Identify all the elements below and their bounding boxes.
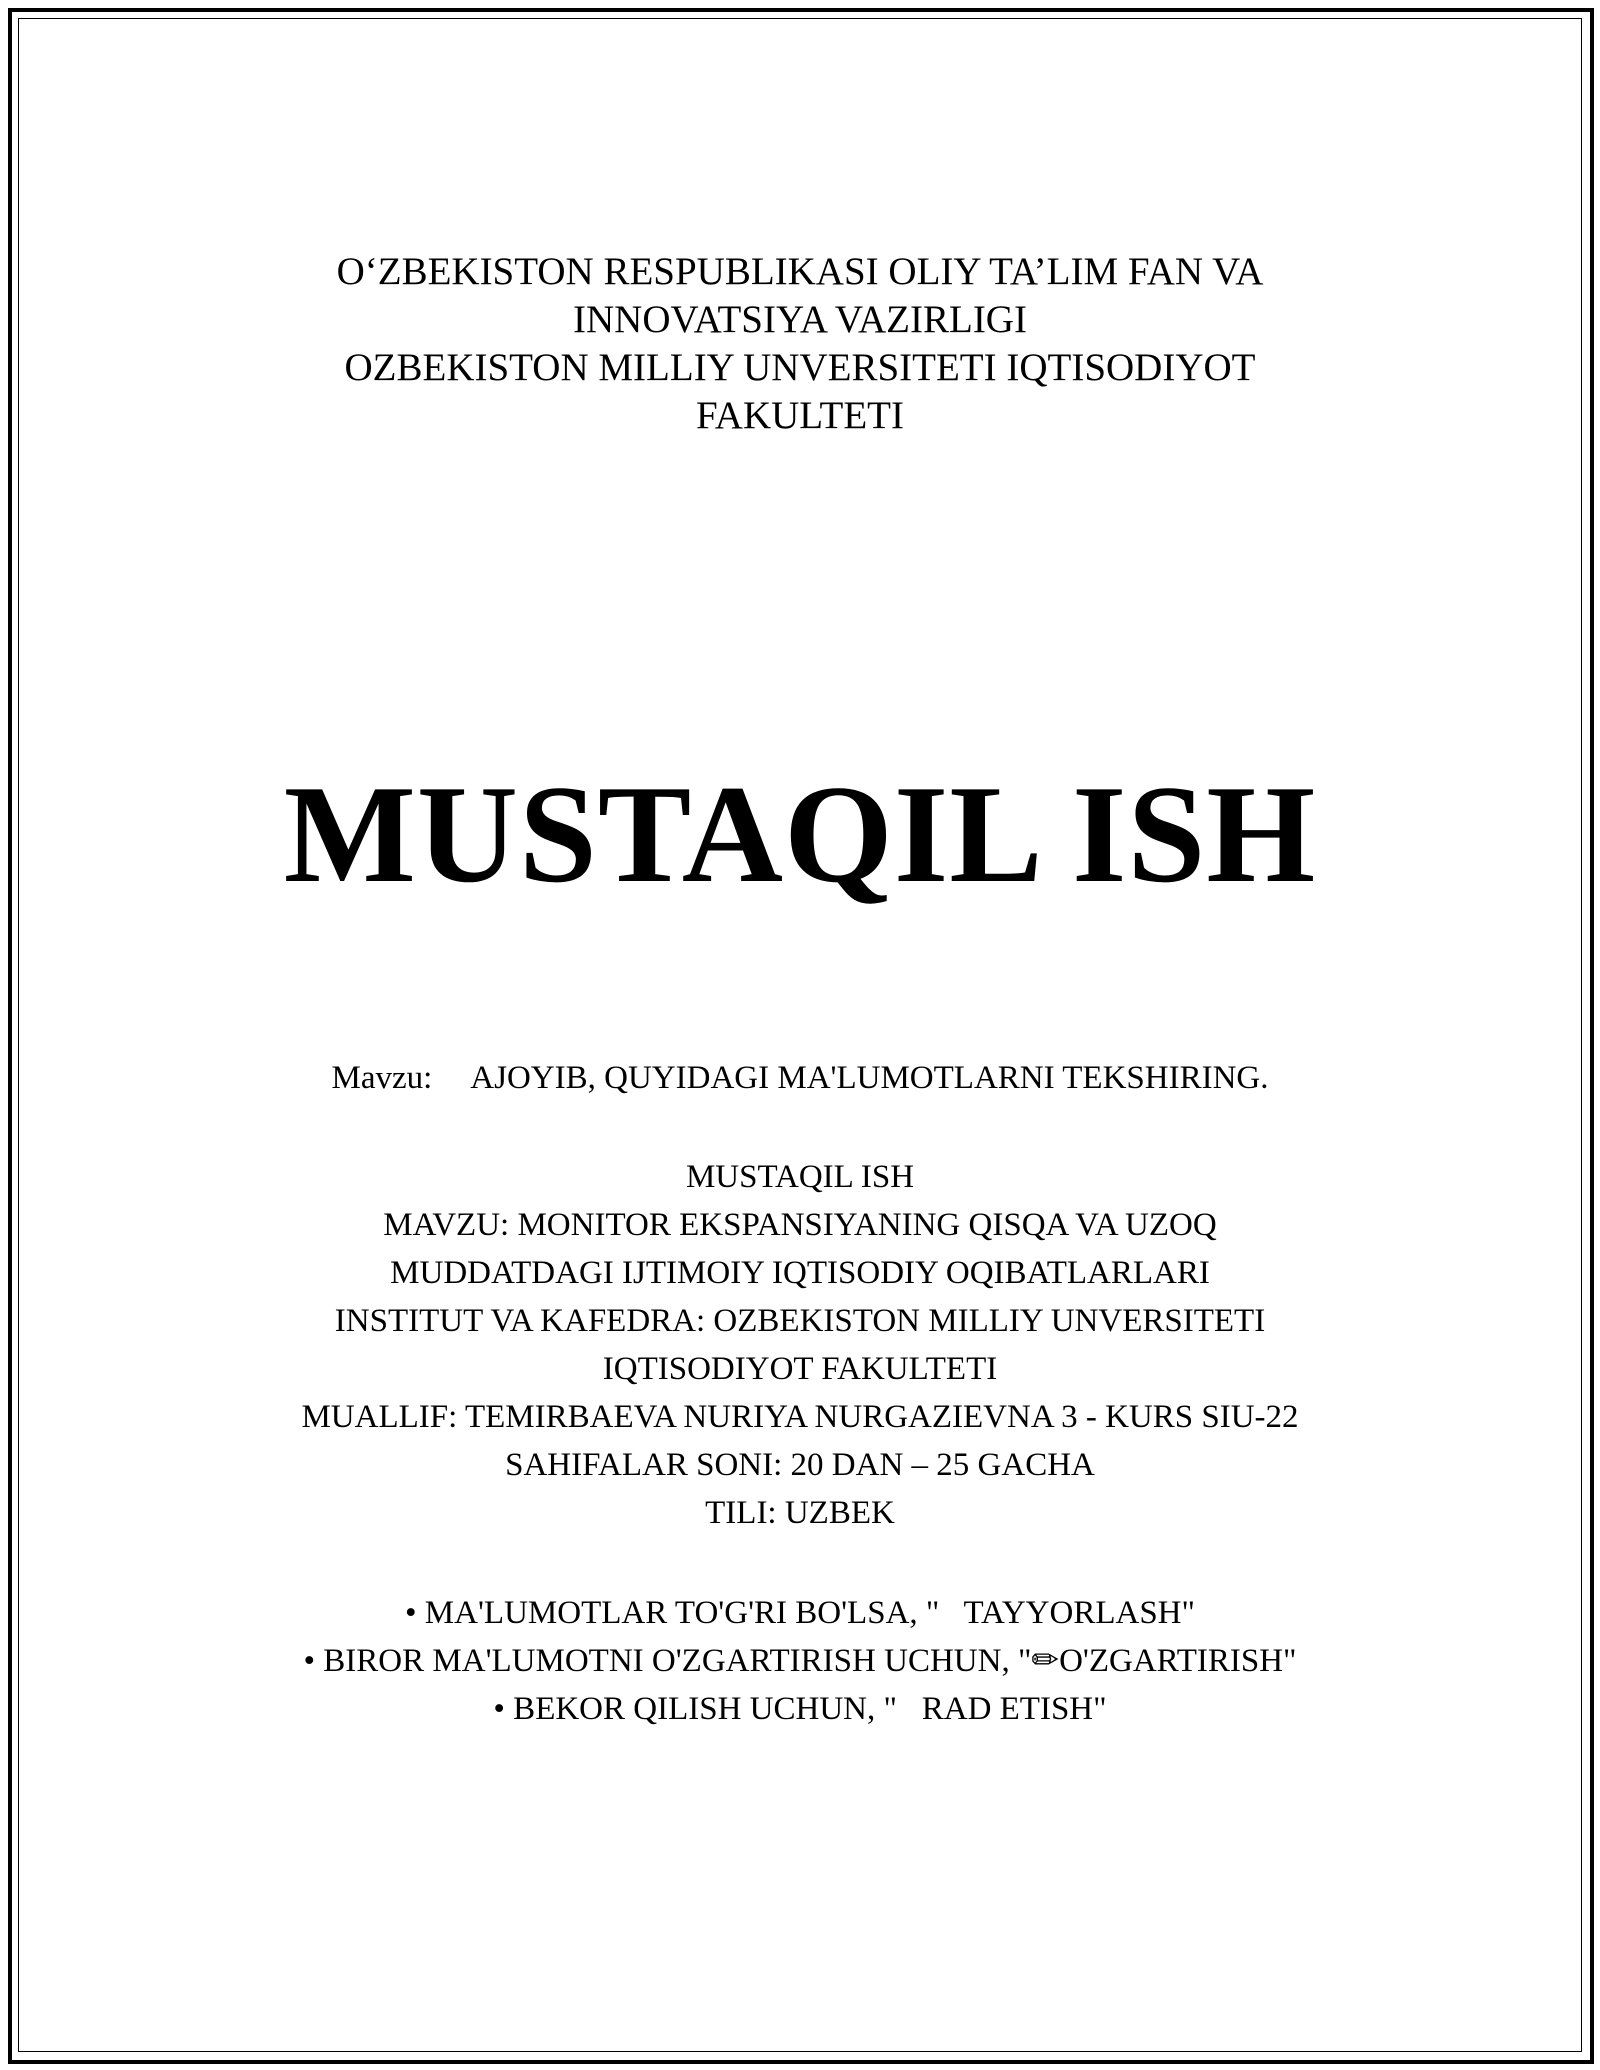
topic-value: AJOYIB, QUYIDAGI MA'LUMOTLARNI TEKSHIRING. (470, 1060, 1269, 1096)
header-line-1: O‘ZBEKISTON RESPUBLIKASI OLIY TA’LIM FAN VA (336, 250, 1264, 293)
ministry-header (0, 248, 1600, 440)
header-line-2: INNOVATSIYA VAZIRLIGI (573, 298, 1027, 341)
details-heading: MUSTAQIL ISH (685, 1159, 915, 1195)
details-block (0, 1153, 1600, 1537)
option-edit: • BIROR MA'LUMOTNI O'ZGARTIRISH UCHUN, "✏O'ZGARTIRISH" (303, 1643, 1297, 1679)
details-muallif: MUALLIF: TEMIRBAEVA NURIYA NURGAZIEVNA 3 - KURS SIU-22 (301, 1399, 1299, 1435)
topic-line (0, 1058, 1600, 1098)
details-tili: TILI: UZBEK (705, 1495, 895, 1531)
topic-label: Mavzu: (331, 1060, 433, 1096)
header-line-4: FAKULTETI (696, 394, 904, 437)
header-line-3: OZBEKISTON MILLIY UNVERSITETI IQTISODIYOT (344, 346, 1256, 389)
document-title: MUSTAQIL ISH (283, 757, 1317, 912)
details-mavzu-line-1: MAVZU: MONITOR EKSPANSIYANING QISQA VA UZOQ (383, 1207, 1217, 1243)
details-sahifalar: SAHIFALAR SONI: 20 DAN – 25 GACHA (505, 1447, 1095, 1483)
details-institut-line-1: INSTITUT VA KAFEDRA: OZBEKISTON MILLIY UNVERSITETI (334, 1303, 1266, 1339)
details-mavzu-line-2: MUDDATDAGI IJTIMOIY IQTISODIY OQIBATLARLARI (390, 1255, 1210, 1291)
details-institut-line-2: IQTISODIYOT FAKULTETI (602, 1351, 998, 1387)
option-confirm: • MA'LUMOTLAR TO'G'RI BO'LSA, " TAYYORLASH" (405, 1595, 1195, 1631)
option-cancel: • BEKOR QILISH UCHUN, " RAD ETISH" (493, 1691, 1107, 1727)
options-block (0, 1589, 1600, 1733)
